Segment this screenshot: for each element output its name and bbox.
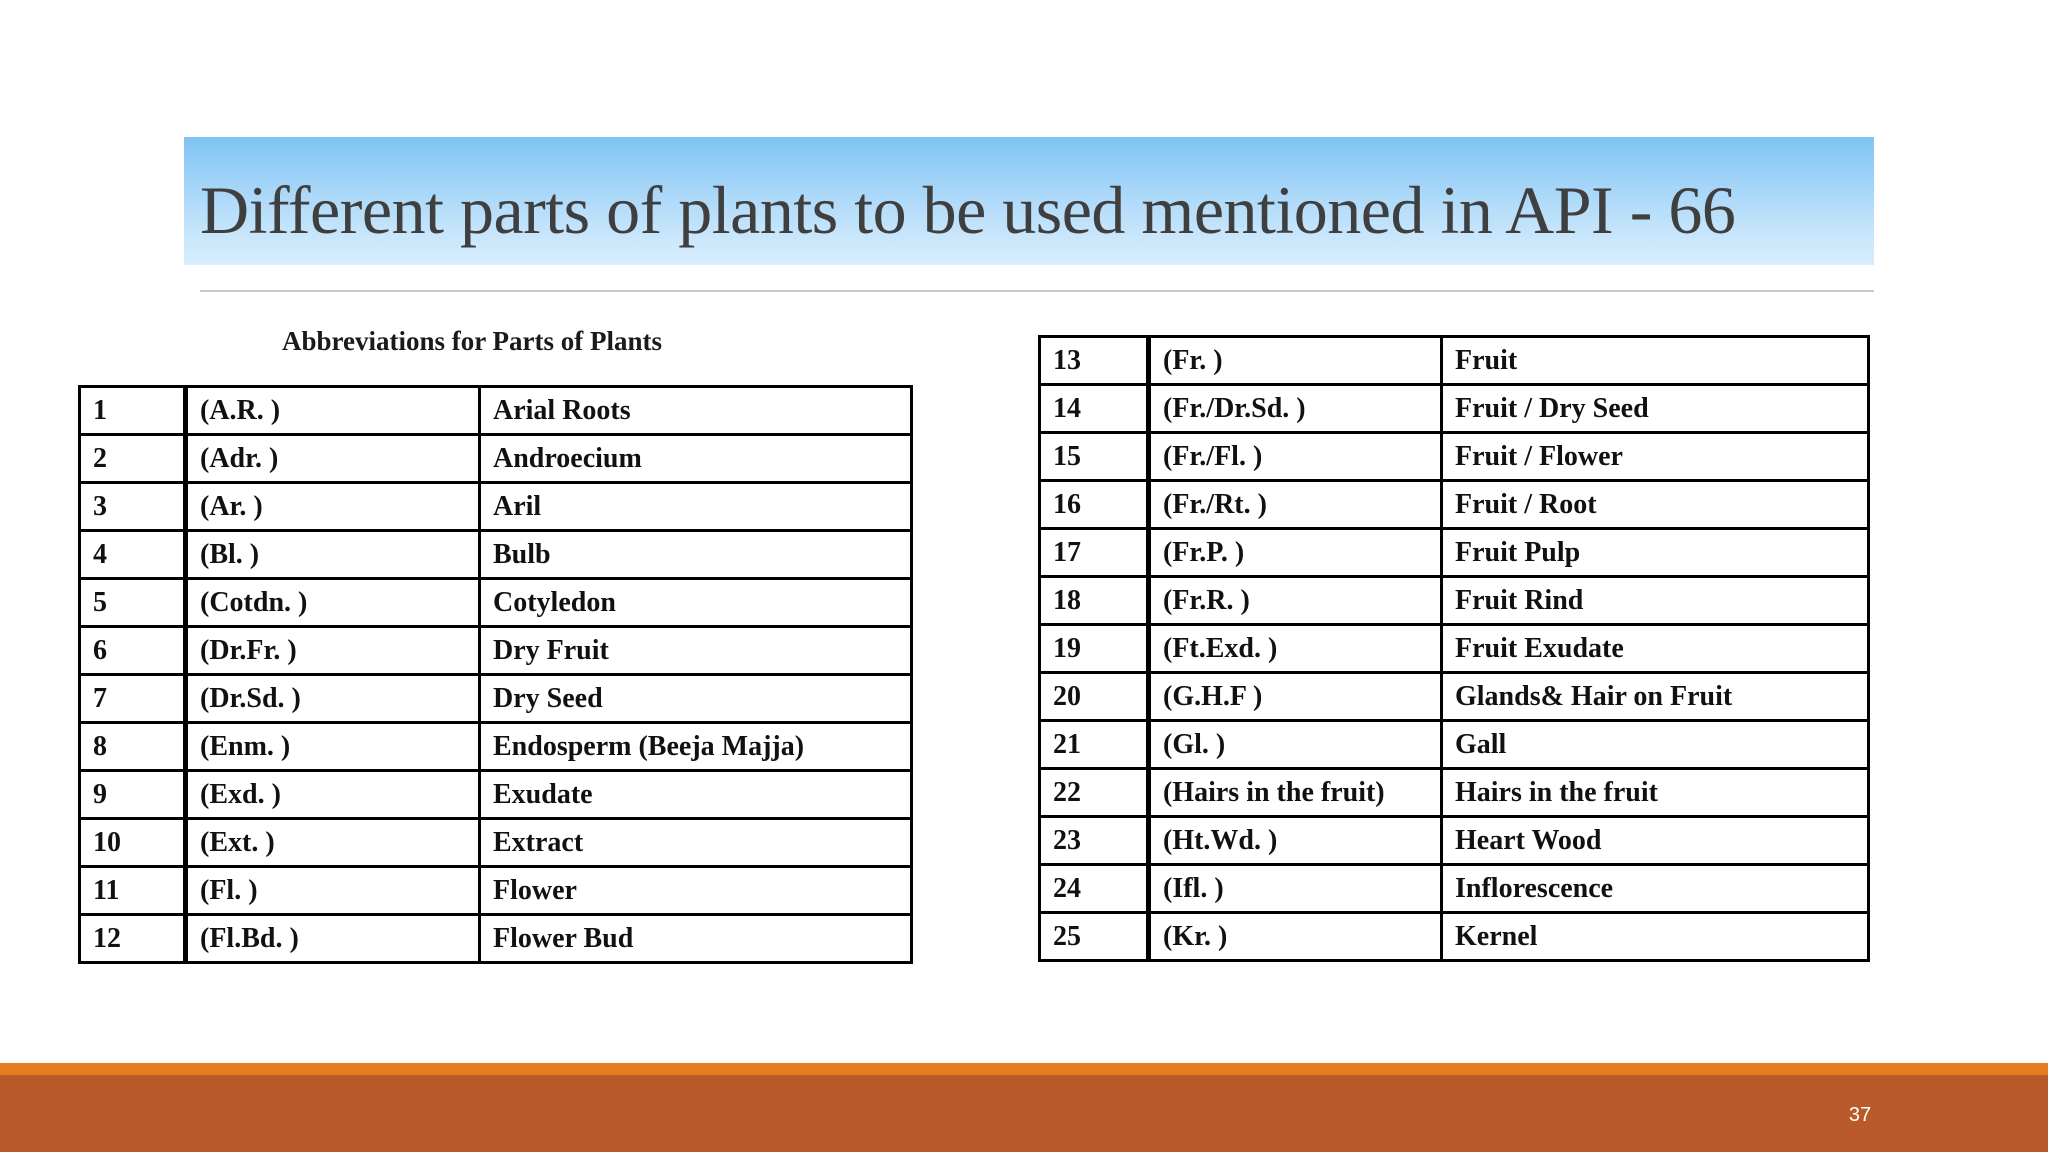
row-number: 7	[80, 675, 186, 723]
table-row	[1040, 577, 1869, 625]
slide-title: Different parts of plants to be used mentioned in API - 66	[200, 172, 1736, 248]
row-abbreviation: (Adr. )	[186, 435, 480, 483]
row-abbreviation: (Fr.P. )	[1149, 529, 1442, 577]
row-abbreviation: (Hairs in the fruit)	[1149, 769, 1442, 817]
row-plant-part: Fruit / Flower	[1442, 433, 1869, 481]
table-row	[1040, 385, 1869, 433]
abbreviations-table-right	[1038, 335, 1870, 962]
table-row	[80, 915, 912, 963]
row-plant-part: Kernel	[1442, 913, 1869, 961]
row-plant-part: Extract	[480, 819, 912, 867]
row-plant-part: Hairs in the fruit	[1442, 769, 1869, 817]
row-plant-part: Fruit Rind	[1442, 577, 1869, 625]
row-number: 13	[1040, 337, 1149, 385]
row-abbreviation: (Ext. )	[186, 819, 480, 867]
table-row	[1040, 913, 1869, 961]
row-plant-part: Heart Wood	[1442, 817, 1869, 865]
row-number: 3	[80, 483, 186, 531]
row-abbreviation: (Enm. )	[186, 723, 480, 771]
row-plant-part: Androecium	[480, 435, 912, 483]
row-number: 6	[80, 627, 186, 675]
row-number: 24	[1040, 865, 1149, 913]
row-number: 4	[80, 531, 186, 579]
row-plant-part: Inflorescence	[1442, 865, 1869, 913]
table-row	[80, 531, 912, 579]
table-row	[80, 675, 912, 723]
row-plant-part: Glands& Hair on Fruit	[1442, 673, 1869, 721]
row-number: 9	[80, 771, 186, 819]
row-abbreviation: (Fl.Bd. )	[186, 915, 480, 963]
page-number: 37	[1848, 1104, 1872, 1126]
row-plant-part: Dry Seed	[480, 675, 912, 723]
table-row	[1040, 337, 1869, 385]
row-plant-part: Flower	[480, 867, 912, 915]
row-number: 21	[1040, 721, 1149, 769]
title-divider	[200, 290, 1874, 292]
row-abbreviation: (Exd. )	[186, 771, 480, 819]
table-row	[80, 435, 912, 483]
row-abbreviation: (Ifl. )	[1149, 865, 1442, 913]
row-abbreviation: (Dr.Fr. )	[186, 627, 480, 675]
row-number: 17	[1040, 529, 1149, 577]
row-plant-part: Gall	[1442, 721, 1869, 769]
table-row	[80, 387, 912, 435]
row-number: 8	[80, 723, 186, 771]
table-row	[80, 723, 912, 771]
footer-accent-stripe	[0, 1063, 2048, 1075]
table-row	[1040, 625, 1869, 673]
row-number: 14	[1040, 385, 1149, 433]
row-abbreviation: (A.R. )	[186, 387, 480, 435]
row-plant-part: Bulb	[480, 531, 912, 579]
row-plant-part: Dry Fruit	[480, 627, 912, 675]
row-number: 20	[1040, 673, 1149, 721]
row-number: 22	[1040, 769, 1149, 817]
row-abbreviation: (Fr. )	[1149, 337, 1442, 385]
row-abbreviation: (Fr.R. )	[1149, 577, 1442, 625]
row-abbreviation: (Fr./Dr.Sd. )	[1149, 385, 1442, 433]
table-row	[80, 819, 912, 867]
table-row	[80, 771, 912, 819]
row-abbreviation: (Gl. )	[1149, 721, 1442, 769]
row-abbreviation: (G.H.F )	[1149, 673, 1442, 721]
table-row	[1040, 673, 1869, 721]
row-plant-part: Arial Roots	[480, 387, 912, 435]
row-number: 25	[1040, 913, 1149, 961]
row-abbreviation: (Kr. )	[1149, 913, 1442, 961]
table-row	[1040, 721, 1869, 769]
table-row	[80, 867, 912, 915]
table-row	[80, 579, 912, 627]
row-number: 1	[80, 387, 186, 435]
row-number: 2	[80, 435, 186, 483]
row-number: 23	[1040, 817, 1149, 865]
table-row	[1040, 433, 1869, 481]
row-abbreviation: (Fl. )	[186, 867, 480, 915]
row-number: 12	[80, 915, 186, 963]
row-plant-part: Fruit / Root	[1442, 481, 1869, 529]
row-abbreviation: (Fr./Fl. )	[1149, 433, 1442, 481]
row-plant-part: Endosperm (Beeja Majja)	[480, 723, 912, 771]
table-caption: Abbreviations for Parts of Plants	[282, 326, 662, 356]
table-row	[1040, 769, 1869, 817]
footer-bar	[0, 1075, 2048, 1152]
table-row	[1040, 529, 1869, 577]
row-number: 5	[80, 579, 186, 627]
row-number: 10	[80, 819, 186, 867]
table-row	[80, 483, 912, 531]
row-plant-part: Exudate	[480, 771, 912, 819]
row-number: 11	[80, 867, 186, 915]
row-plant-part: Aril	[480, 483, 912, 531]
table-row	[1040, 481, 1869, 529]
row-abbreviation: (Dr.Sd. )	[186, 675, 480, 723]
table-row	[1040, 817, 1869, 865]
abbreviations-table-left	[78, 385, 913, 964]
row-plant-part: Cotyledon	[480, 579, 912, 627]
row-number: 16	[1040, 481, 1149, 529]
row-number: 19	[1040, 625, 1149, 673]
row-abbreviation: (Ft.Exd. )	[1149, 625, 1442, 673]
table-row	[80, 627, 912, 675]
row-plant-part: Flower Bud	[480, 915, 912, 963]
row-abbreviation: (Ht.Wd. )	[1149, 817, 1442, 865]
row-abbreviation: (Bl. )	[186, 531, 480, 579]
row-plant-part: Fruit Exudate	[1442, 625, 1869, 673]
table-row	[1040, 865, 1869, 913]
row-plant-part: Fruit Pulp	[1442, 529, 1869, 577]
row-number: 15	[1040, 433, 1149, 481]
row-abbreviation: (Fr./Rt. )	[1149, 481, 1442, 529]
row-plant-part: Fruit	[1442, 337, 1869, 385]
row-abbreviation: (Cotdn. )	[186, 579, 480, 627]
row-abbreviation: (Ar. )	[186, 483, 480, 531]
row-number: 18	[1040, 577, 1149, 625]
row-plant-part: Fruit / Dry Seed	[1442, 385, 1869, 433]
